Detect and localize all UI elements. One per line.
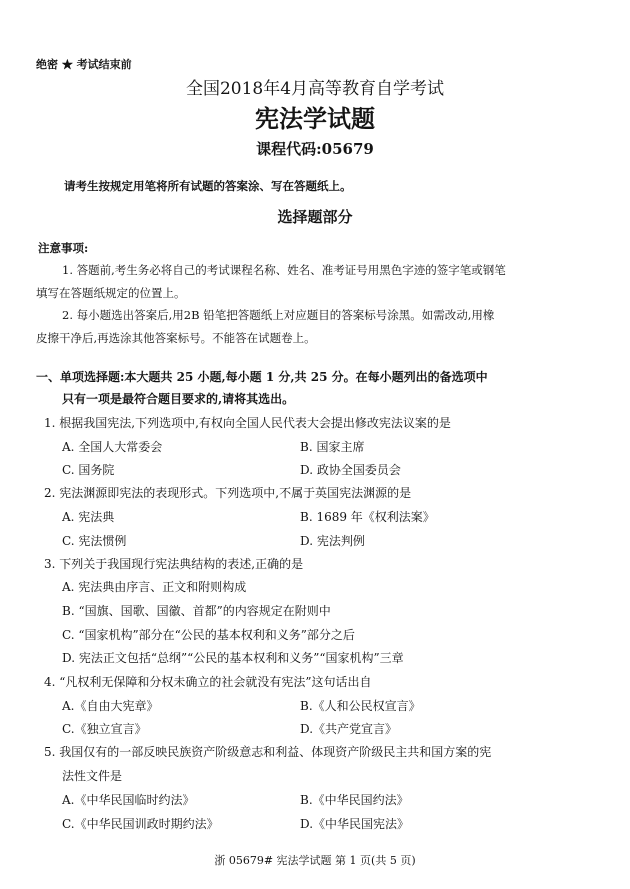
page-footer: 浙 05679# 宪法学试题 第 1 页(共 5 页) [214,854,416,867]
question-5-stem: 5. 我国仅有的一部反映民族资产阶级意志和利益、体现资产阶级民主共和国方案的宪 [44,745,492,759]
question-5-option-c: C.《中华民国训政时期约法》 [62,817,219,831]
question-2-option-b: B. 1689 年《权利法案》 [300,510,435,524]
question-2-stem: 2. 宪法渊源即宪法的表现形式。下列选项中,不属于英国宪法渊源的是 [44,486,412,500]
question-4-option-a: A.《自由大宪章》 [62,699,159,713]
question-5-stem-cont: 法性文件是 [62,769,123,783]
note-1-line-2: 填写在答题纸规定的位置上。 [36,286,186,300]
answer-instruction: 请考生按规定用笔将所有试题的答案涂、写在答题纸上。 [64,179,352,193]
question-4-option-b: B.《人和公民权宣言》 [300,699,421,713]
exam-title: 全国2018年4月高等教育自学考试 [185,79,445,99]
question-2-option-d: D. 宪法判例 [300,534,365,548]
question-5-option-d: D.《中华民国宪法》 [300,817,410,831]
question-1-option-b: B. 国家主席 [300,440,365,454]
question-3-stem: 3. 下列关于我国现行宪法典结构的表述,正确的是 [44,557,304,571]
question-3-option-b: B. “国旗、国歌、国徽、首都”的内容规定在附则中 [62,604,331,618]
note-2-line-2: 皮擦干净后,再选涂其他答案标号。不能答在试题卷上。 [36,331,316,345]
question-4-stem: 4. “凡权利无保障和分权未确立的社会就没有宪法”这句话出自 [44,675,372,689]
notes-title: 注意事项: [38,241,89,255]
course-code: 课程代码:05679 [256,140,374,158]
question-2-option-c: C. 宪法惯例 [62,534,127,548]
part-1-heading: 一、单项选择题:本大题共 25 小题,每小题 1 分,共 25 分。在每小题列出的备选项中 [36,370,488,384]
question-4-option-d: D.《共产党宣言》 [300,722,398,736]
note-1-line-1: 1. 答题前,考生务必将自己的考试课程名称、姓名、准考证号用黑色字迹的签字笔或钢笔 [62,263,506,277]
question-3-option-d: D. 宪法正文包括“总纲”“公民的基本权利和义务”“国家机构”三章 [62,651,404,665]
question-1-stem: 1. 根据我国宪法,下列选项中,有权向全国人民代表大会提出修改宪法议案的是 [44,416,451,430]
question-5-option-a: A.《中华民国临时约法》 [62,793,195,807]
section-title: 选择题部分 [277,208,353,226]
question-5-option-b: B.《中华民国约法》 [300,793,409,807]
confidential-label: 绝密 ★ 考试结束前 [36,58,132,71]
question-4-option-c: C.《独立宣言》 [62,722,147,736]
subject-title: 宪法学试题 [255,104,375,133]
note-2-line-1: 2. 每小题选出答案后,用2B 铅笔把答题纸上对应题目的答案标号涂黑。如需改动,用橡 [62,308,495,322]
question-3-option-c: C. “国家机构”部分在“公民的基本权利和义务”部分之后 [62,628,355,642]
question-1-option-d: D. 政协全国委员会 [300,463,401,477]
question-1-option-a: A. 全国人大常委会 [62,440,163,454]
question-2-option-a: A. 宪法典 [62,510,115,524]
question-3-option-a: A. 宪法典由序言、正文和附则构成 [62,580,247,594]
question-1-option-c: C. 国务院 [62,463,115,477]
part-1-heading-cont: 只有一项是最符合题目要求的,请将其选出。 [62,392,295,406]
